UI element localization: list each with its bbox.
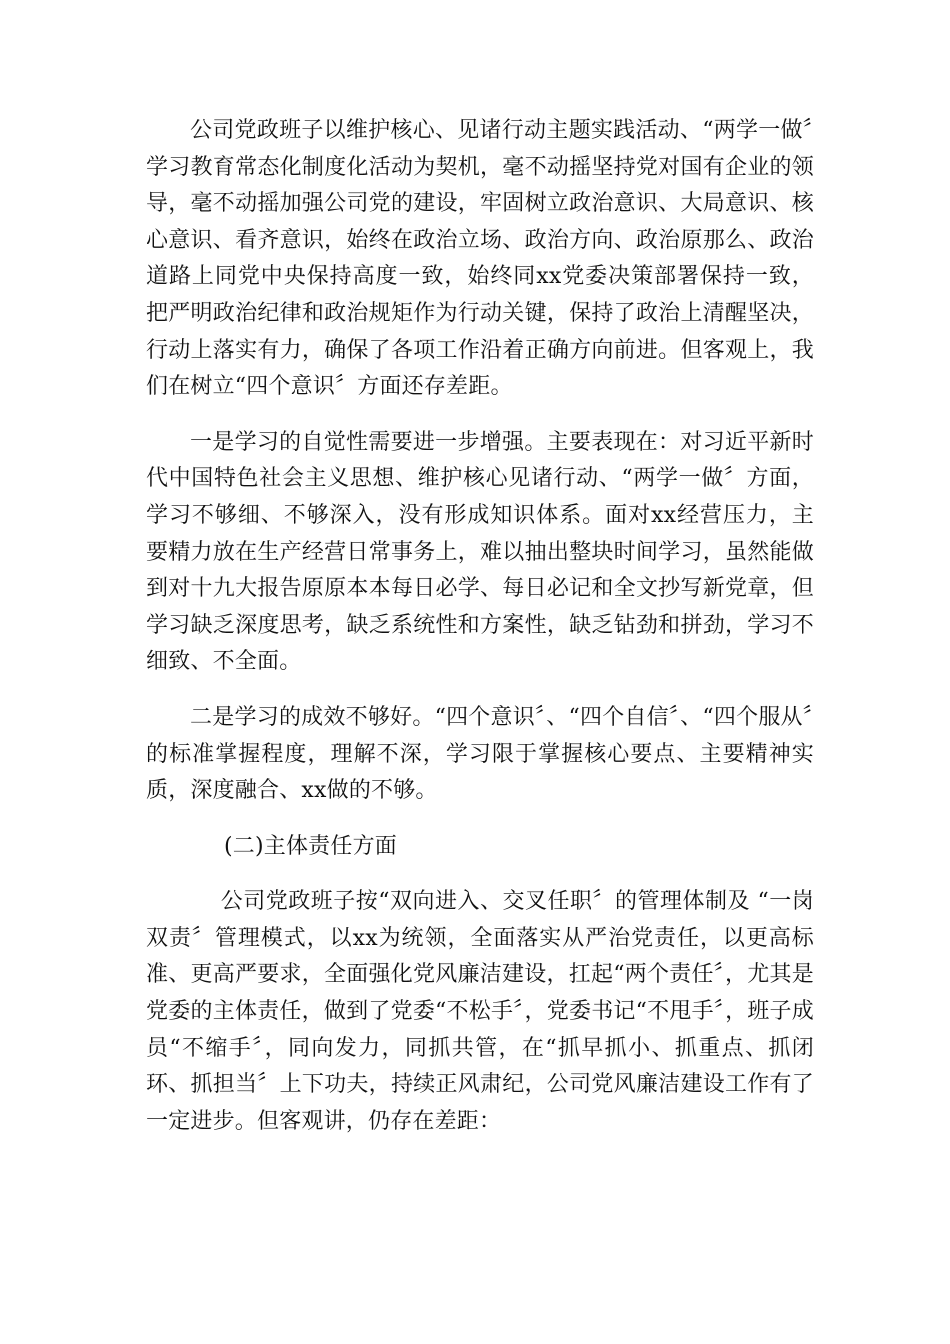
document-body — [146, 113, 814, 1140]
section-heading-main-responsibility: (二)主体责任方面 — [224, 833, 397, 859]
paragraph-main-responsibility: 公司党政班子按“双向进入、交叉任职〞的管理体制及 “一岗双责〞管理模式，以xx为统领，全面落实从严治党责任，以更高标准、更高严要求，全面强化党风廉洁建设，扛起“两个责任〞，尤其是党委的主体责任，做到了党委“不松手〞，党委书记“不甩手〞，班子成员“不缩手〞，同向发力，同抓共管，在“抓早抓小、抓重点、抓闭环、抓担当〞上下功夫，持续正风肃纪，公司党风廉洁建设工作有了一定进步。但客观讲，仍存在差距： — [146, 889, 814, 1134]
paragraph-political-awareness: 公司党政班子以维护核心、见诸行动主题实践活动、“两学一做〞学习教育常态化制度化活动为契机，毫不动摇坚持党对国有企业的领导，毫不动摇加强公司党的建设，牢固树立政治意识、大局意识、核心意识、看齐意识，始终在政治立场、政治方向、政治原那么、政治道路上同党中央保持高度一致，始终同xx党委决策部署保持一致，把严明政治纪律和政治规矩作为行动关键，保持了政治上清醒坚决，行动上落实有力，确保了各项工作沿着正确方向前进。但客观上，我们在树立“四个意识〞方面还存差距。 — [146, 118, 814, 400]
paragraph-study-effectiveness: 二是学习的成效不够好。“四个意识〞、“四个自信〞、“四个服从〞的标准掌握程度，理解不深，学习限于掌握核心要点、主要精神实质，深度融合、xx做的不够。 — [146, 704, 814, 804]
paragraph-study-initiative: 一是学习的自觉性需要进一步增强。主要表现在：对习近平新时代中国特色社会主义思想、维护核心见诸行动、“两学一做〞方面，学习不够细、不够深入，没有形成知识体系。面对xx经营压力，主要精力放在生产经营日常事务上，难以抽出整块时间学习，虽然能做到对十九大报告原原本本每日必学、每日必记和全文抄写新党章，但学习缺乏深度思考，缺乏系统性和方案性，缺乏钻劲和拼劲，学习不细致、不全面。 — [146, 429, 814, 675]
